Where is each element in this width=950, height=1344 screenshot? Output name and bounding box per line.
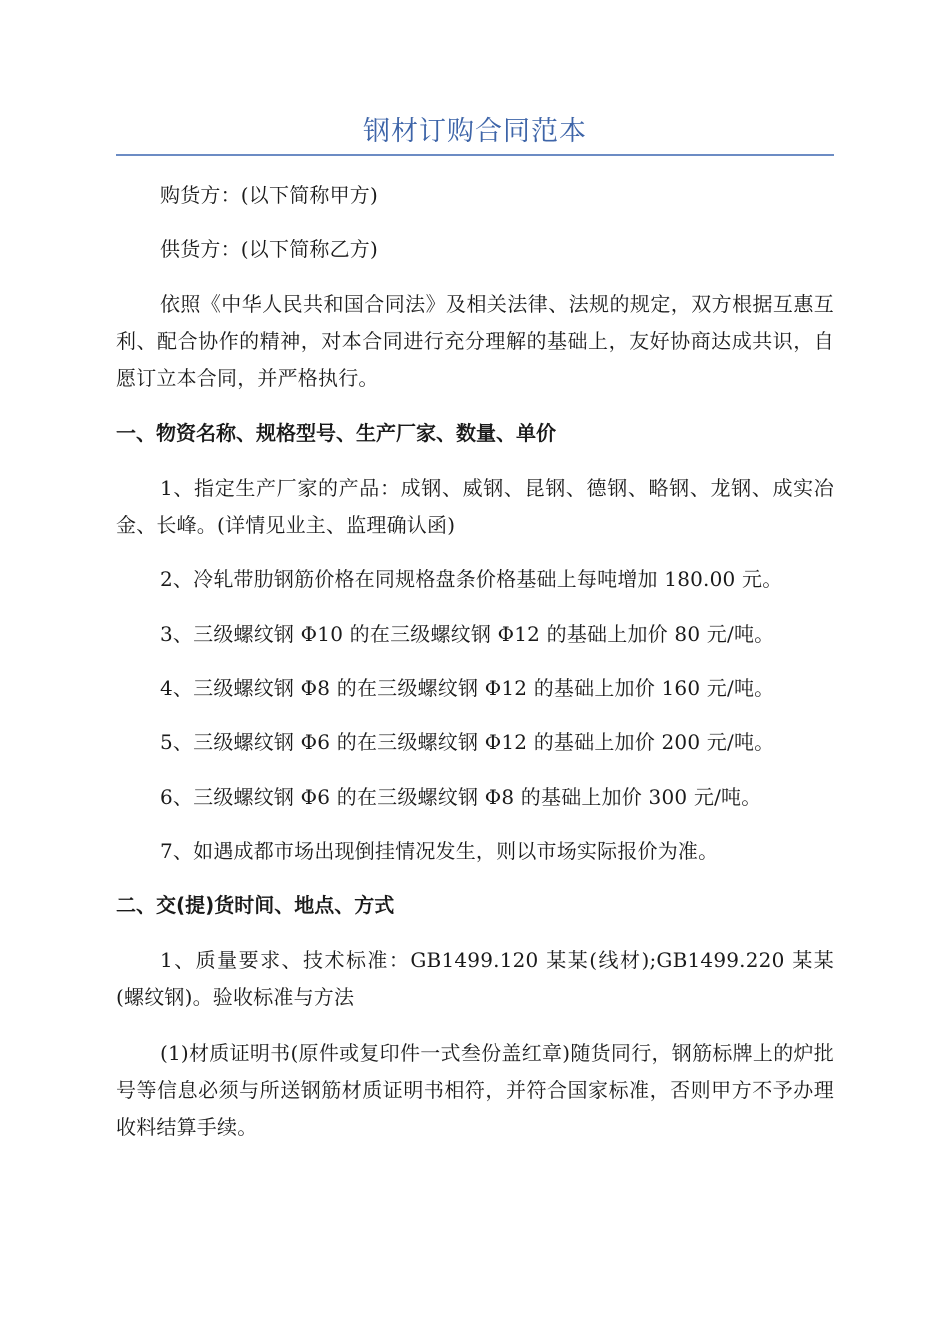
section1-item-1: 1、指定生产厂家的产品：成钢、威钢、昆钢、德钢、略钢、龙钢、成实冶金、长峰。(详情见业主、监理确认函) (116, 476, 834, 537)
supplier-line: 供货方：(以下简称乙方) (160, 237, 379, 261)
section1-item-4: 4、三级螺纹钢 Φ8 的在三级螺纹钢 Φ12 的基础上加价 160 元/吨。 (160, 676, 775, 700)
section1-heading: 一、物资名称、规格型号、生产厂家、数量、单价 (116, 421, 556, 445)
buyer-line: 购货方：(以下简称甲方) (160, 183, 379, 207)
section1-item-5: 5、三级螺纹钢 Φ6 的在三级螺纹钢 Φ12 的基础上加价 200 元/吨。 (160, 730, 775, 754)
section2-item-2: (1)材质证明书(原件或复印件一式叁份盖红章)随货同行，钢筋标牌上的炉批号等信息必须与所送钢筋材质证明书相符，并符合国家标准，否则甲方不予办理收料结算手续。 (116, 1041, 834, 1139)
section1-item-3: 3、三级螺纹钢 Φ10 的在三级螺纹钢 Φ12 的基础上加价 80 元/吨。 (160, 622, 775, 646)
section2-heading: 二、交(提)货时间、地点、方式 (116, 893, 395, 917)
section2-item-1: 1、质量要求、技术标准：GB1499.120 某某(线材);GB1499.220 某某(螺纹钢)。验收标准与方法 (116, 948, 834, 1009)
section1-item-2: 2、冷轧带肋钢筋价格在同规格盘条价格基础上每吨增加 180.00 元。 (160, 567, 783, 591)
section1-item-7: 7、如遇成都市场出现倒挂情况发生，则以市场实际报价为准。 (160, 839, 719, 863)
title-underline (116, 154, 834, 156)
document-title: 钢材订购合同范本 (363, 116, 587, 147)
preamble-paragraph: 依照《中华人民共和国合同法》及相关法律、法规的规定，双方根据互惠互利、配合协作的精神，对本合同进行充分理解的基础上，友好协商达成共识，自愿订立本合同，并严格执行。 (116, 292, 834, 390)
section1-item-6: 6、三级螺纹钢 Φ6 的在三级螺纹钢 Φ8 的基础上加价 300 元/吨。 (160, 785, 762, 809)
